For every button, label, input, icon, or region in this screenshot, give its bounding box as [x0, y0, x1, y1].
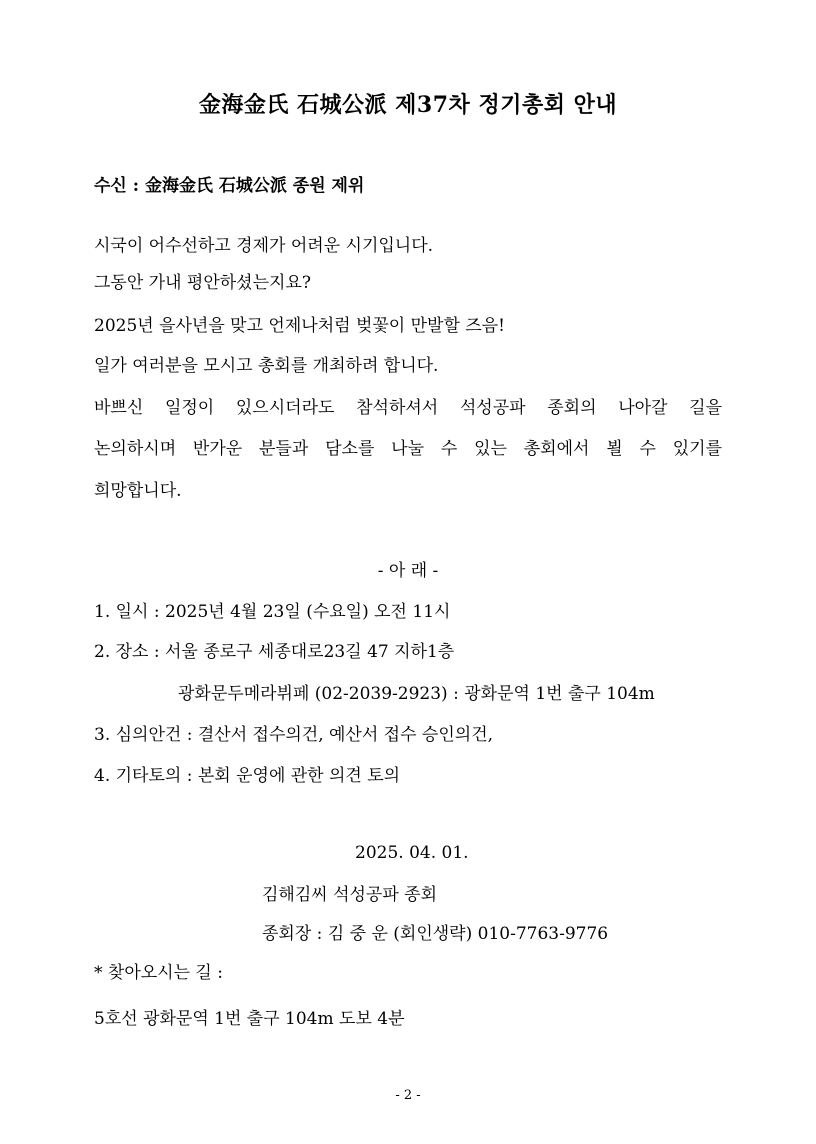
- detail-agenda: 3. 심의안건 : 결산서 접수의건, 예산서 접수 승인의건,: [94, 725, 494, 745]
- body-line: 그동안 가내 평안하셨는지요?: [94, 273, 311, 293]
- detail-other: 4. 기타토의 : 본회 운영에 관한 의견 토의: [94, 766, 401, 786]
- body-line: 일가 여러분을 모시고 총회를 개최하려 합니다.: [94, 356, 439, 376]
- body-line: 논의하시며 반가운 분들과 담소를 나눌 수 있는 총회에서 뵐 수 있기를: [94, 439, 722, 459]
- body-line: 시국이 어수선하고 경제가 어려운 시기입니다.: [94, 236, 434, 256]
- document-date: 2025. 04. 01.: [355, 843, 469, 863]
- organization-name: 김해김씨 석성공파 종회: [262, 885, 438, 905]
- recipient-line: 수신 : 金海金氏 石城公派 종원 제위: [94, 176, 365, 196]
- body-line: 희망합니다.: [94, 481, 182, 501]
- detail-datetime: 1. 일시 : 2025년 4월 23일 (수요일) 오전 11시: [94, 602, 451, 622]
- body-line: 바쁘신 일정이 있으시더라도 참석하셔서 석성공파 종회의 나아갈 길을: [94, 398, 722, 418]
- directions-label: * 찾아오시는 길 :: [94, 963, 223, 983]
- notice-heading: - 아 래 -: [377, 561, 439, 581]
- detail-place: 2. 장소 : 서울 종로구 세종대로23길 47 지하1층: [94, 642, 455, 662]
- document-title: 金海金氏 石城公派 제37차 정기총회 안내: [198, 92, 618, 118]
- page-number: - 2 -: [395, 1088, 421, 1103]
- body-line: 2025년 을사년을 맞고 언제나처럼 벚꽃이 만발할 즈음!: [94, 316, 505, 336]
- detail-place-extra: 광화문두메라뷔페 (02-2039-2923) : 광화문역 1번 출구 104m: [178, 684, 655, 704]
- chairman-line: 종회장 : 김 중 운 (회인생략) 010-7763-9776: [262, 924, 609, 944]
- directions-text: 5호선 광화문역 1번 출구 104m 도보 4분: [94, 1009, 405, 1029]
